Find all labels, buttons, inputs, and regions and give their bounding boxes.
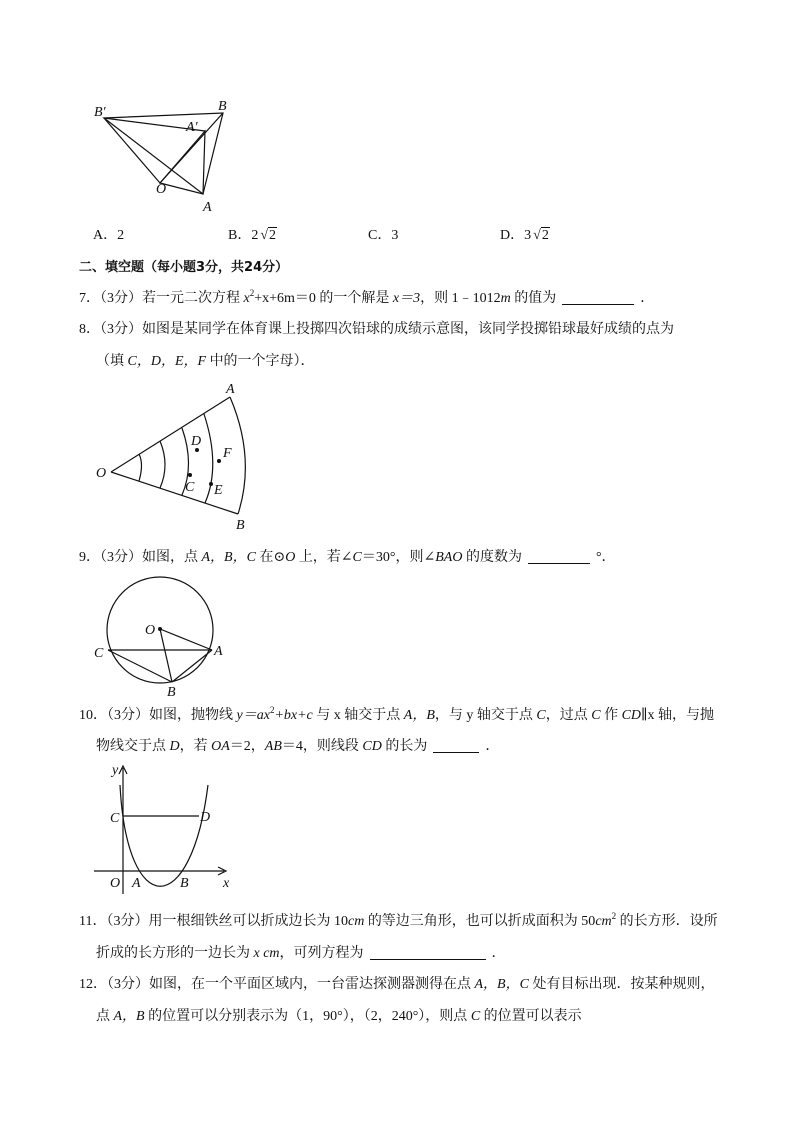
q6-option-d[interactable]: D．3 √2 [500,228,549,243]
question-11-line-2: 折成的长方形的一边长为 x cm，可列方程为 ． [96,946,506,961]
label-y: y [112,763,119,778]
label-o: O [96,466,107,481]
label-x: x [223,876,230,891]
answer-blank-10[interactable] [433,738,479,753]
label-b: B [180,876,189,891]
label-f: F [223,446,232,461]
answer-blank-11[interactable] [370,945,486,960]
question-9: 9．（3分）如图，点 A，B，C 在⊙O 上，若∠C＝30°，则∠BAO 的度数为 °． [79,550,616,565]
label-c: C [94,646,104,661]
question-12-line-1: 12．（3分）如图，在一个平面区域内，一台雷达探测器测得在点 A，B，C 处有目标出现．按某种规则， [79,977,715,992]
section-title: 二、填空题（每小题3分，共24分） [79,260,289,275]
q6-option-a[interactable]: A．2 [93,228,125,243]
label-b-prime: B′ [94,105,106,120]
question-10-line-2: 物线交于点 D，若 OA＝2，AB＝4，则线段 CD 的长为 ． [96,739,500,754]
q10-figure [92,760,242,900]
label-a: A [203,200,212,215]
label-o: O [156,182,167,197]
label-a: A [226,382,235,397]
label-d: D [200,810,211,825]
label-o: O [145,623,156,638]
label-c: C [185,480,195,495]
label-d: D [191,434,202,449]
q8-figure [92,383,262,533]
question-8-line-1: 8．（3分）如图是某同学在体育课上投掷四次铅球的成绩示意图，该同学投掷铅球最好成绩的点为 [79,322,674,337]
question-11-line-1: 11．（3分）用一根细铁丝可以折成边长为 10cm 的等边三角形，也可以折成面积为 $50cm^2$ 的长方形．设所 [79,911,718,929]
label-b: B [167,685,176,700]
label-a: A [132,876,141,891]
label-o: O [110,876,121,891]
answer-blank-9[interactable] [528,549,590,564]
label-e: E [214,483,223,498]
question-8-line-2: （填 C，D，E，F 中的一个字母）． [96,354,315,369]
label-b: B [236,518,245,533]
q9-figure [92,577,242,702]
question-12-line-2: 点 A，B 的位置可以分别表示为（1，90°），（2，240°），则点 C 的位置可以表示 [96,1009,582,1024]
answer-blank-7[interactable] [562,290,634,305]
label-a-prime: A′ [186,120,198,135]
q6-option-c[interactable]: C．3 [368,228,399,243]
label-b: B [218,99,227,114]
label-a: A [214,644,223,659]
label-c: C [110,811,120,826]
question-10-line-1: 10．（3分）如图，抛物线 $y=ax^2+bx+c$ 与 x 轴交于点 A，B，与 y 轴交于点 C，过点 C 作 CD∥x 轴，与抛 [79,705,714,723]
q6-figure [90,96,240,221]
question-7: 7．（3分）若一元二次方程 $x^2+x+6m=0$ 的一个解是 x＝3，则 1﹣1012m 的值为 ． [79,288,655,306]
q6-option-b[interactable]: B．2 √2 [228,228,277,243]
